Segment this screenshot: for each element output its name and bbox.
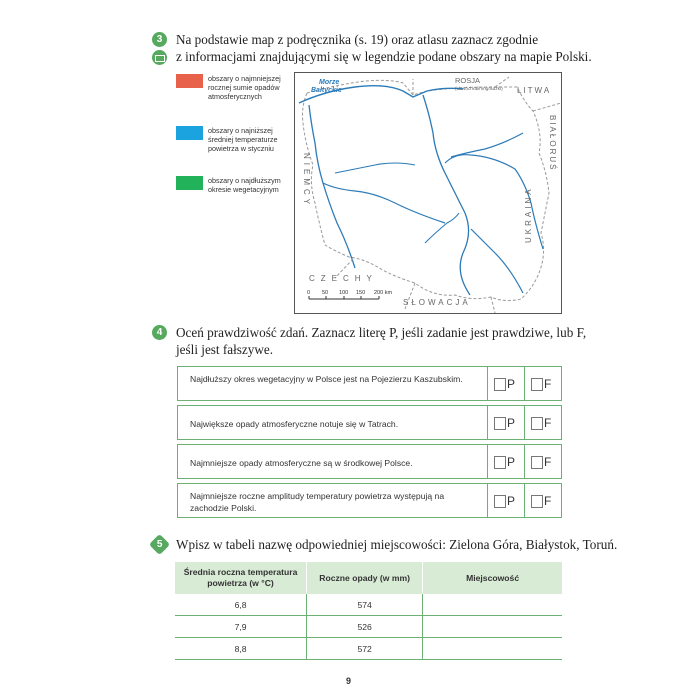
label-russia: ROSJA [455, 76, 481, 85]
sea-label-line-1: Morze [319, 79, 340, 86]
scale-label-50: 50 [322, 290, 329, 296]
temperature-cell: 7,9 [175, 616, 307, 638]
column-header-temperature: Średnia roczna temperatura powietrza (w °C) [175, 562, 307, 594]
label-belarus: BIAŁORUŚ [548, 115, 557, 172]
climate-data-table [175, 562, 562, 660]
statement-text: Najmniejsze roczne amplitudy temperatury powietrza występują na zachodzie Polski. [190, 491, 445, 513]
legend-item-lowest-january-temperature [176, 126, 286, 153]
legend-swatch-red [176, 74, 203, 88]
false-letter: F [544, 377, 552, 391]
table-row [175, 616, 562, 638]
true-checkbox[interactable] [494, 378, 506, 391]
scale-label-150: 150 [356, 290, 366, 296]
false-letter: F [544, 455, 552, 469]
noteć-river [335, 163, 415, 173]
true-letter: P [507, 455, 516, 469]
false-letter: F [544, 416, 552, 430]
task-3-instruction-line-2: z informacjami znajdującymi się w legendzie podane obszary na mapie Polski. [176, 49, 592, 64]
false-option-cell[interactable] [524, 367, 561, 400]
true-option-cell[interactable] [487, 445, 524, 478]
poland-border [303, 80, 550, 300]
precipitation-cell: 572 [307, 638, 423, 660]
label-lithuania: LITWA [517, 86, 552, 95]
task-5-number-badge: 5 [149, 534, 170, 555]
task-4-instruction-line-1: Oceń prawdziwość zdań. Zaznacz literę P, jeśli zadanie jest prawdziwe, lub F, [176, 325, 587, 340]
false-option-cell[interactable] [524, 445, 561, 478]
map-drawing [295, 73, 561, 313]
false-checkbox[interactable] [531, 417, 543, 430]
legend-swatch-blue [176, 126, 203, 140]
narew-river [451, 133, 523, 157]
legend-label: obszary o najniższej średniej temperaturze powietrza w styczniu [208, 126, 278, 153]
precipitation-cell: 526 [307, 616, 423, 638]
task-3-number-badge: 3 [152, 32, 167, 47]
textbook-icon [152, 50, 167, 65]
column-header-precipitation: Roczne opady (w mm) [307, 562, 423, 594]
scale-bar [307, 290, 392, 299]
statement-row-1 [177, 366, 562, 401]
true-checkbox[interactable] [494, 456, 506, 469]
label-slovakia: SŁOWACJA [403, 298, 471, 307]
legend-item-longest-growing-season [176, 176, 286, 194]
task-4-instruction-line-2: jeśli jest fałszywe. [176, 342, 274, 357]
false-option-cell[interactable] [524, 484, 561, 517]
false-checkbox[interactable] [531, 495, 543, 508]
true-letter: P [507, 416, 516, 430]
false-option-cell[interactable] [524, 406, 561, 439]
scale-label-200: 200 km [374, 290, 393, 296]
task-4-number-badge: 4 [152, 325, 167, 340]
town-answer-cell[interactable] [423, 638, 562, 660]
true-option-cell[interactable] [487, 367, 524, 400]
table-row [175, 638, 562, 660]
town-answer-cell[interactable] [423, 616, 562, 638]
task-5-instruction: Wpisz w tabeli nazwę odpowiedniej miejscowości: Zielona Góra, Białystok, Toruń. [176, 537, 618, 552]
true-letter: P [507, 494, 516, 508]
legend-swatch-green [176, 176, 203, 190]
true-letter: P [507, 377, 516, 391]
statement-text: Najmniejsze opady atmosferyczne są w środkowej Polsce. [190, 458, 413, 468]
label-czechia: CZECHY [309, 274, 378, 283]
statement-text: Największe opady atmosferyczne notuje się w Tatrach. [190, 419, 399, 429]
town-answer-cell[interactable] [423, 594, 562, 616]
legend-item-least-precipitation [176, 74, 286, 101]
true-checkbox[interactable] [494, 417, 506, 430]
false-checkbox[interactable] [531, 378, 543, 391]
san-river [471, 229, 523, 293]
statement-row-2 [177, 405, 562, 440]
legend-label: obszary o najdłuższym okresie wegetacyjnym [208, 176, 281, 194]
legend-label: obszary o najmniejszej rocznej sumie opadów atmosferycznych [208, 74, 281, 101]
true-option-cell[interactable] [487, 484, 524, 517]
true-option-cell[interactable] [487, 406, 524, 439]
temperature-cell: 8,8 [175, 638, 307, 660]
statement-row-3 [177, 444, 562, 479]
precipitation-cell: 574 [307, 594, 423, 616]
sea-label-line-2: Bałtyckie [311, 87, 342, 94]
poland-outline-map[interactable] [294, 72, 562, 314]
page-number: 9 [346, 676, 352, 686]
vistula-river [423, 95, 470, 295]
label-germany: NIEMCY [302, 153, 311, 209]
label-ukraine: UKRAINA [524, 186, 533, 243]
label-kaliningrad: (obwód kaliningradzki) [455, 87, 503, 92]
scale-label-100: 100 [339, 290, 349, 296]
false-letter: F [544, 494, 552, 508]
statement-text: Najdłuższy okres wegetacyjny w Polsce jest na Pojezierzu Kaszubskim. [190, 374, 463, 384]
true-checkbox[interactable] [494, 495, 506, 508]
task-3-instruction-line-1: Na podstawie map z podręcznika (s. 19) oraz atlasu zaznacz zgodnie [176, 32, 539, 47]
temperature-cell: 6,8 [175, 594, 307, 616]
table-row [175, 594, 562, 616]
warta-river [323, 183, 445, 223]
column-header-town: Miejscowość [423, 562, 562, 594]
scale-label-0: 0 [307, 290, 311, 296]
statement-row-4 [177, 483, 562, 518]
false-checkbox[interactable] [531, 456, 543, 469]
